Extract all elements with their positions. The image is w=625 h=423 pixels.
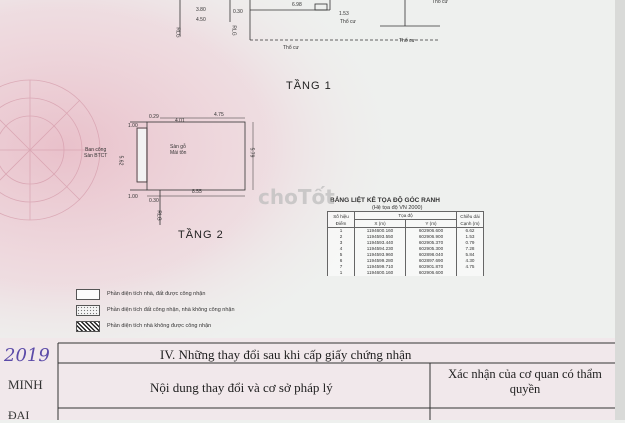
coord-cell: 1194594.230	[355, 246, 406, 252]
floor2-dim: 0.30	[149, 198, 159, 204]
coord-cell: 602906.600	[406, 228, 457, 235]
coord-cell: 4	[328, 246, 355, 252]
coord-cell: 602897.690	[406, 258, 457, 264]
coord-cell: 602901.870	[406, 264, 457, 270]
coord-cell: 7	[328, 264, 355, 270]
coord-head-point: Số hiệu Điểm	[328, 212, 355, 228]
coord-cell: 602905.370	[406, 240, 457, 246]
coord-cell: 6	[328, 258, 355, 264]
floor2-title: TẦNG 2	[178, 229, 224, 241]
coord-cell: 602906.900	[406, 234, 457, 240]
coord-cell: 1	[328, 270, 355, 276]
coord-cell: 1194593.440	[355, 240, 406, 246]
floor2-dim: 5.79	[248, 147, 255, 158]
coord-cell: 1194600.160	[355, 228, 406, 235]
floor1-dim: 4.50	[196, 17, 206, 23]
floor1-rlg: RLG	[174, 27, 181, 38]
floor1-dim: 1.53	[339, 11, 349, 17]
coord-cell: 1	[328, 228, 355, 235]
legend-text: Phần diện tích nhà, đất được công nhận	[107, 291, 206, 297]
coord-cell: 1194593.550	[355, 234, 406, 240]
floor2-dim: 5.62	[117, 155, 124, 166]
coord-cell: 2	[328, 234, 355, 240]
coord-cell: 1194599.710	[355, 264, 406, 270]
coord-head-y: Y (m)	[406, 220, 457, 228]
legend-text: Phần diện tích đất công nhận, nhà không công nhận	[107, 307, 235, 313]
residential-label: Thổ cư	[432, 0, 448, 5]
floor2-dim: 0.29	[149, 114, 159, 120]
floor1-dim: 6.98	[292, 2, 302, 8]
page-edge	[615, 0, 625, 420]
floor2-dim: 4.75	[214, 112, 224, 118]
floor-material-label: Sàn gỗ Mái tôn	[170, 144, 187, 156]
coord-cell: 1194600.160	[355, 270, 406, 276]
floor2-dim: 8.55	[192, 189, 202, 195]
changes-col-content: Nội dung thay đổi và cơ sở pháp lý	[150, 380, 333, 395]
residential-label: Thổ cư	[340, 19, 356, 25]
coord-cell: 6.62	[457, 228, 484, 235]
coord-cell: 0.79	[457, 240, 484, 246]
coord-table-subtitle: (Hệ tọa độ VN 2000)	[372, 205, 423, 211]
changes-section-title: IV. Những thay đổi sau khi cấp giấy chứng nhận	[160, 347, 412, 362]
coord-cell: 1.53	[457, 234, 484, 240]
floor1-rlg: RLG	[230, 25, 237, 36]
coord-head-coords: Tọa độ	[355, 212, 457, 220]
left-margin-text: MINH	[8, 377, 43, 392]
coord-cell: 602906.600	[406, 270, 457, 276]
left-margin-text: ĐAI	[8, 408, 30, 422]
floor2-dim: 4.01	[175, 118, 185, 124]
coord-cell: 5.84	[457, 252, 484, 258]
coord-head-length: Chiều dài Cạnh (m)	[457, 212, 484, 228]
floor1-dim: 0.30	[233, 9, 243, 15]
changes-col-confirm: Xác nhận của cơ quan có thẩm quyền	[448, 367, 602, 396]
handwritten-year: 2019	[4, 345, 50, 366]
coord-cell: 1194593.960	[355, 252, 406, 258]
floor1-dim: 3.80	[196, 7, 206, 13]
legend-text: Phần diện tích nhà không được công nhận	[107, 323, 212, 329]
coord-cell: 7.28	[457, 246, 484, 252]
balcony-label: Ban công Sàn BTCT	[84, 147, 108, 159]
coord-cell: 602905.300	[406, 246, 457, 252]
coord-cell: 3	[328, 240, 355, 246]
coord-cell: 5	[328, 252, 355, 258]
coord-head-x: X (m)	[355, 220, 406, 228]
residential-label: Thổ cư	[283, 45, 299, 51]
floor2-dim: 1.00	[128, 123, 138, 129]
coord-table-title: BẢNG LIỆT KÊ TỌA ĐỘ GÓC RANH	[330, 197, 440, 204]
watermark: choTốt	[258, 185, 335, 209]
coord-cell: 1194599.280	[355, 258, 406, 264]
floor1-title: TẦNG 1	[286, 80, 332, 92]
floor2-rlg: RLG	[155, 210, 162, 221]
coord-cell: 4.75	[457, 264, 484, 270]
coord-cell: 4.30	[457, 258, 484, 264]
coord-cell: 602898.040	[406, 252, 457, 258]
residential-label: Thổ cư	[399, 38, 415, 44]
floor2-dim: 1.00	[128, 194, 138, 200]
